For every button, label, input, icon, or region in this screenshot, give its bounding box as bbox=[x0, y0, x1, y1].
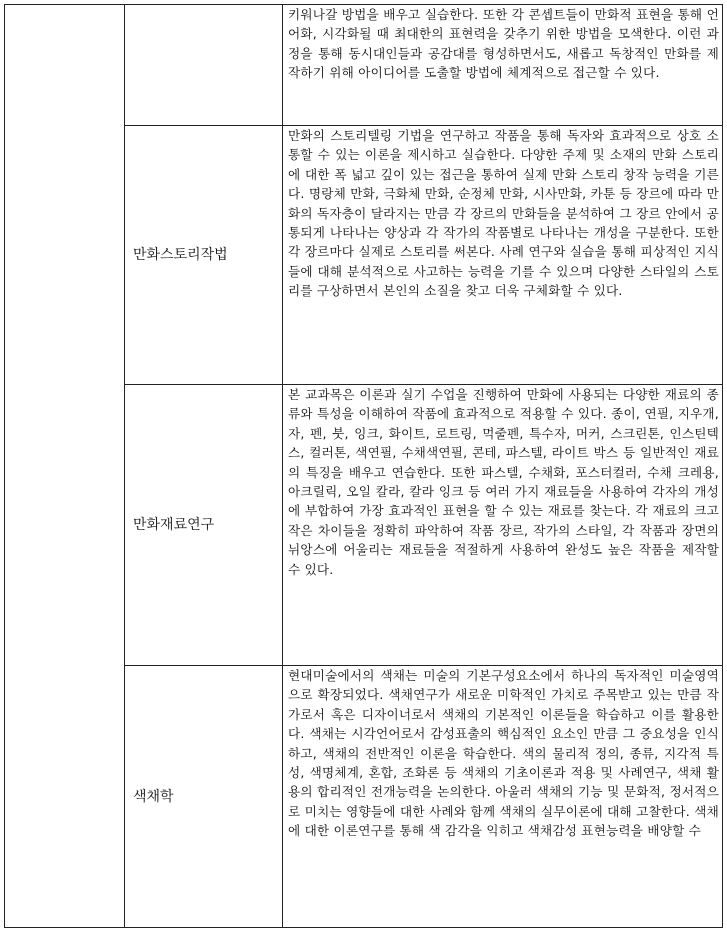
course-name-cell bbox=[125, 666, 283, 928]
course-description-cell bbox=[283, 5, 723, 126]
course-description: 만화의 스토리텔링 기법을 연구하고 작품을 통해 독자와 효과적으로 상호 소통할 수 있는 이론을 제시하고 실습한다. 다양한 주제 및 소재의 만화 스토리에 대한 폭 넓고 깊이 있는 접근을 통하여 실제 만화 스토리 창작 능력을 기른다. 명랑체 만화, 극화체 만화, 순정체 만화, 시사만화, 카툰 등 장르에 따라 만화의 독자층이 달라지는 만큼 각 장르의 만화들을 분석하여 그 장르 안에서 공통되게 나타나는 양상과 각 작가의 작품별로 나타나는 개성을 구분한다. 또한 각 장르마다 실제로 스토리를 써본다. 사례 연구와 실습을 통해 피상적인 지식들에 대해 분석적으로 사고하는 능력을 기를 수 있으며 다양한 스타일의 스토리를 구상하면서 본인의 소질을 찾고 더욱 구체화할 수 있다. bbox=[288, 128, 719, 299]
course-description-cell bbox=[283, 666, 723, 928]
course-description: 현대미술에서의 색채는 미술의 기본구성요소에서 하나의 독자적인 미술영역으로 확장되었다. 색채연구가 새로운 미학적인 가치로 주목받고 있는 만큼 작가로서 혹은 디자이너로서 색채의 기본적인 이론들을 학습하고 이를 활용한다. 색채는 시각언어로서 감성표출의 핵심적인 요소인 만큼 그 중요성을 인식하고, 색채의 전반적인 이론을 학습한다. 색의 물리적 정의, 종류, 지각적 특성, 색명체계, 혼합, 조화론 등 색채의 기초이론과 적용 및 사례연구, 색채 활용의 합리적인 전개능력을 논의한다. 아울러 색채의 기능 및 문화적, 정서적으로 미치는 영향들에 대한 사례와 함께 색채의 실무이론에 대해 고찰한다. 색채에 대한 이론연구를 통해 색 감각을 익히고 색채감성 표현능력을 배양할 수 bbox=[288, 668, 719, 839]
course-name: 만화스토리작법 bbox=[133, 247, 228, 263]
course-description-cell bbox=[283, 385, 723, 666]
course-description: 키워나갈 방법을 배우고 실습한다. 또한 각 콘셉트들이 만화적 표현을 통해 언어화, 시각화될 때 최대한의 표현력을 갖추기 위한 방법을 모색한다. 이런 과정을 통해 동시대인들과 공감대를 형성하면서도, 새롭고 독창적인 만화를 제작하기 위해 아이디어를 도출할 방법에 체계적으로 접근할 수 있다. bbox=[288, 7, 719, 81]
course-name-cell bbox=[125, 5, 283, 126]
course-name-cell bbox=[125, 385, 283, 666]
course-name: 만화재료연구 bbox=[133, 517, 215, 533]
course-name: 색채학 bbox=[133, 788, 174, 805]
category-cell bbox=[5, 5, 125, 928]
course-table bbox=[4, 4, 723, 928]
table-row bbox=[5, 5, 723, 126]
course-description: 본 교과목은 이론과 실기 수업을 진행하여 만화에 사용되는 다양한 재료의 종류와 특성을 이해하여 작품에 효과적으로 적용할 수 있다. 종이, 연필, 지우개, 자, 펜, 붓, 잉크, 화이트, 로트링, 먹줄펜, 특수자, 머커, 스크린톤, 인스틴텍스, 컬러톤, 색연필, 수채색연필, 콘테, 파스텔, 라이트 박스 등 일반적인 재료의 특징을 배우고 연습한다. 또한 파스텔, 수채화, 포스터컬러, 수채 크레용, 아크릴릭, 오일 칼라, 칼라 잉크 등 여러 가지 재료들을 사용하여 각자의 개성에 부합하여 가장 효과적인 표현을 할 수 있는 재료를 찾는다. 각 재료의 크고 작은 차이들을 정확히 파악하여 작품 장르, 작가의 스타일, 각 작품과 장면의 뉘앙스에 어울리는 재료들을 적절하게 사용하여 완성도 높은 작품을 제작할 수 있다. bbox=[288, 387, 719, 577]
course-description-cell bbox=[283, 126, 723, 385]
course-name-cell bbox=[125, 126, 283, 385]
